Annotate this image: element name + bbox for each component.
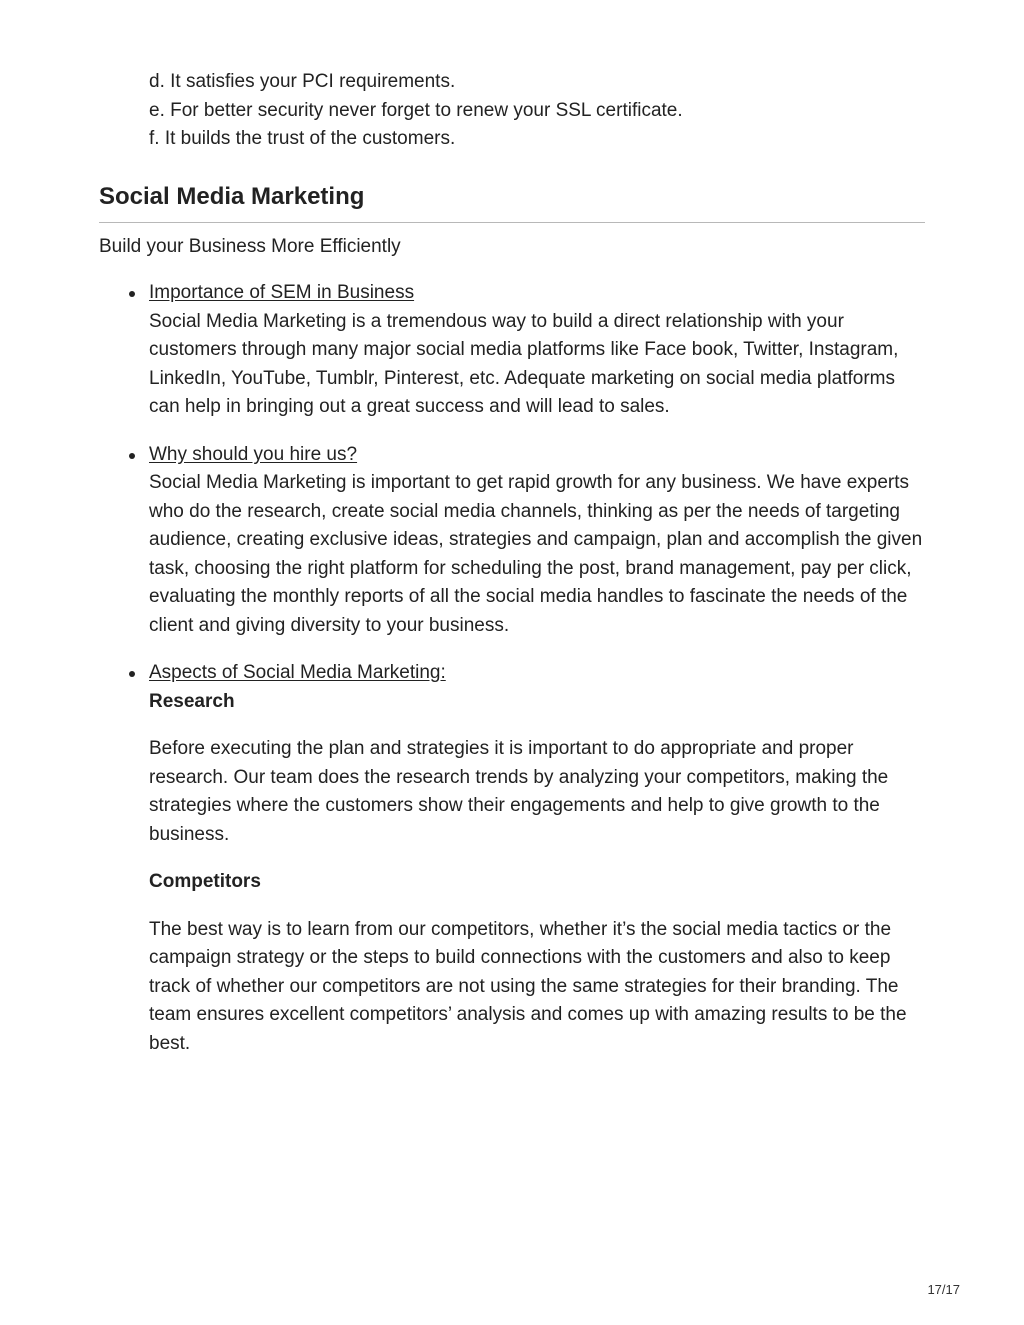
list-item: d. It satisfies your PCI requirements. [149, 71, 456, 92]
list-item: e. For better security never forget to renew your SSL certificate. [149, 99, 683, 121]
importance-text: Social Media Marketing is a tremendous way to build a direct relationship with your customers through many major social media platforms like Face book, Twitter, Instagram, LinkedIn, YouTube, Tumblr, Pinterest, etc. Adequate marketing on social media platforms can help in bringing out a great success and will lead to sales. [149, 310, 899, 417]
previous-list [99, 68, 925, 154]
bullet-item-importance [149, 279, 925, 422]
competitors-text: The best way is to learn from our competitors, whether it’s the social media tactics or the campaign strategy or the steps to build connections with the customers and also to keep track of whether our competitors are not using the same strategies for their branding. The team ensures excellent competitors’ analysis and comes up with amazing results to be the best. [149, 918, 907, 1054]
bullet-icon [129, 671, 135, 677]
page-number: 17/17 [927, 1282, 960, 1297]
bullet-icon [129, 291, 135, 297]
list-item: f. It builds the trust of the customers. [149, 128, 456, 149]
aspects-link[interactable]: Aspects of Social Media Marketing: [149, 662, 446, 683]
section-subtitle: Build your Business More Efficiently [99, 235, 401, 257]
document-page [99, 68, 925, 1077]
bullet-item-hire-us [149, 441, 925, 641]
research-text: Before executing the plan and strategies it is important to do appropriate and proper research. Our team does the research trends by analyzing your competitors, making the strategies where the customers show their engagements and help to give growth to the business. [149, 738, 889, 845]
importance-link[interactable]: Importance of SEM in Business [149, 282, 415, 303]
hire-us-text: Social Media Marketing is important to get rapid growth for any business. We have experts who do the research, create social media channels, thinking as per the needs of targeting audience, creating exclusive ideas, strategies and campaign, plan and accomplish the given task, choosing the right platform for scheduling the post, brand management, pay per click, evaluating the monthly reports of all the social media handles to fascinate the needs of the client and giving diversity to your business. [149, 472, 923, 636]
research-heading: Research [149, 690, 235, 712]
bullet-list [99, 279, 925, 1058]
bullet-item-aspects [149, 659, 925, 1058]
section-title: Social Media Marketing [99, 180, 925, 223]
hire-us-link[interactable]: Why should you hire us? [149, 443, 358, 465]
bullet-icon [129, 453, 135, 459]
competitors-heading: Competitors [149, 871, 261, 892]
